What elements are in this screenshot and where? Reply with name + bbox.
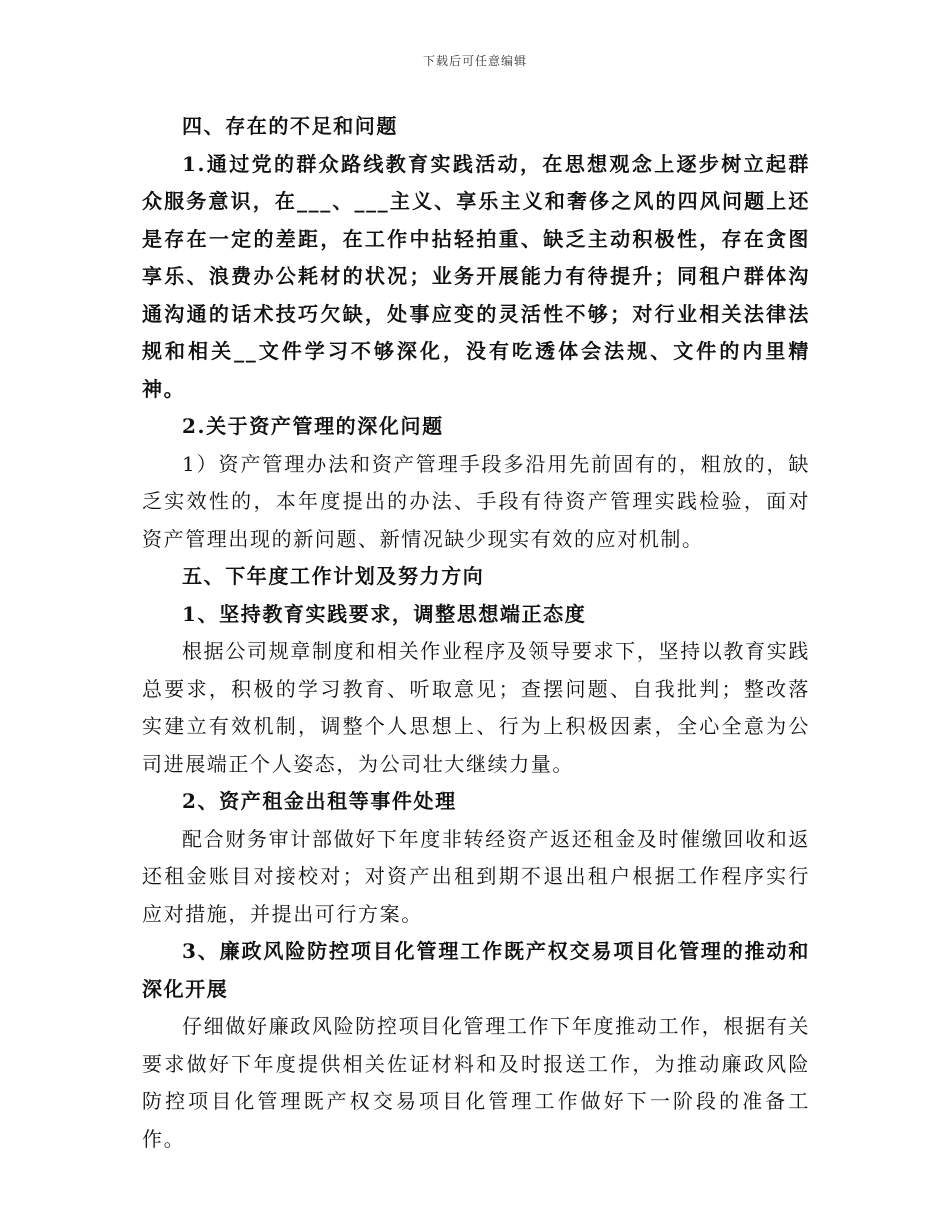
page-header: 下载后可任意编辑 <box>422 54 527 68</box>
paragraph-integrity-risk-control: 仔细做好廉政风险防控项目化管理工作下年度推动工作，根据有关要求做好下年度提供相关佐证材料和及时报送工作，为推动廉政风险防控项目化管理既产权交易项目化管理工作做好下一阶段的准备工作。 <box>142 1014 810 1151</box>
subheading-education-practice: 1、坚持教育实践要求，调整思想端正态度 <box>182 601 587 626</box>
section-heading-next-year-plan: 五、下年度工作计划及努力方向 <box>182 564 485 588</box>
paragraph-asset-management-methods: 1）资产管理办法和资产管理手段多沿用先前固有的，粗放的，缺乏实效性的，本年度提出的办法、手段有待资产管理实践检验，面对资产管理出现的新问题、新情况缺少现实有效的应对机制。 <box>142 451 810 551</box>
paragraph-rent-handling: 配合财务审计部做好下年度非转经资产返还租金及时催缴回收和返还租金账目对接校对；对资产出租到期不退出租户根据工作程序实行应对措施，并提出可行方案。 <box>142 826 810 926</box>
subheading-integrity-risk-control: 3、廉政风险防控项目化管理工作既产权交易项目化管理的推动和深化开展 <box>142 939 810 1001</box>
document-body <box>142 108 810 1158</box>
section-heading-shortcomings: 四、存在的不足和问题 <box>182 114 398 138</box>
paragraph-education-practice: 根据公司规章制度和相关作业程序及领导要求下，坚持以教育实践总要求，积极的学习教育、听取意见；查摆问题、自我批判；整改落实建立有效机制，调整个人思想上、行为上积极因素，全心全意为公司进展端正个人姿态，为公司壮大继续力量。 <box>142 639 810 776</box>
paragraph-mass-line-issues: 1.通过党的群众路线教育实践活动，在思想观念上逐步树立起群众服务意识，在___、___主义、享乐主义和奢侈之风的四风问题上还是存在一定的差距，在工作中拈轻拍重、缺乏主动积极性，存在贪图享乐、浪费办公耗材的状况；业务开展能力有待提升；同租户群体沟通沟通的话术技巧欠缺，处事应变的灵活性不够；对行业相关法律法规和相关__文件学习不够深化，没有吃透体会法规、文件的内里精神。 <box>142 151 810 401</box>
subheading-rent-handling: 2、资产租金出租等事件处理 <box>182 789 457 813</box>
subheading-asset-management-issues: 2.关于资产管理的深化问题 <box>182 414 444 438</box>
